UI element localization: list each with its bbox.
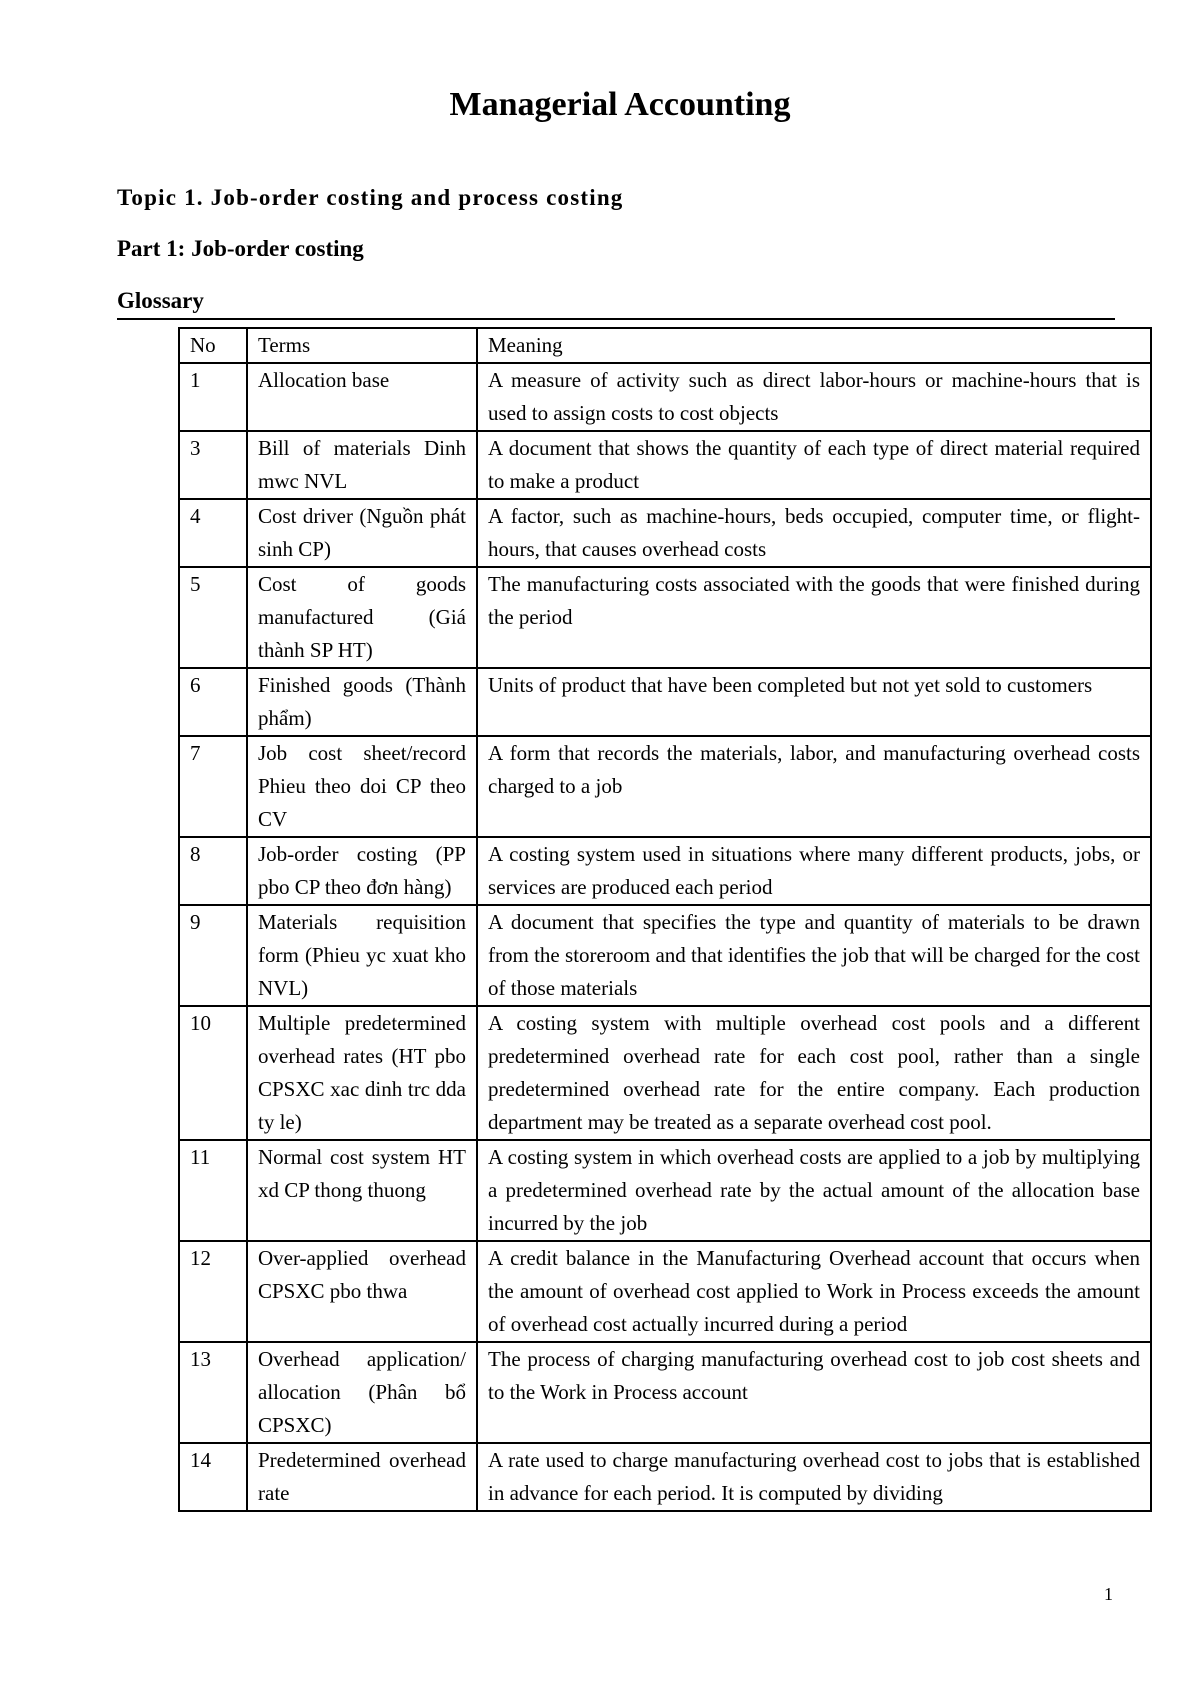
row-no: 9 bbox=[179, 905, 247, 1006]
table-row bbox=[179, 736, 1151, 837]
table-row bbox=[179, 668, 1151, 736]
row-no: 10 bbox=[179, 1006, 247, 1140]
row-meaning: The manufacturing costs associated with the goods that were finished during the period bbox=[477, 567, 1151, 668]
row-term: Multiple predetermined overhead rates (HT pbo CPSXC xac dinh trc dda ty le) bbox=[247, 1006, 477, 1140]
part-heading: Part 1: Job-order costing bbox=[117, 236, 364, 261]
table-row bbox=[179, 1241, 1151, 1342]
row-no: 13 bbox=[179, 1342, 247, 1443]
table-row bbox=[179, 499, 1151, 567]
row-no: 1 bbox=[179, 363, 247, 431]
table-row bbox=[179, 1342, 1151, 1443]
table-row bbox=[179, 1443, 1151, 1511]
table-row bbox=[179, 431, 1151, 499]
row-meaning: A costing system with multiple overhead cost pools and a different predetermined overhead rate for each cost pool, rather than a single predetermined overhead rate for the entire company. Each production department may be treated as a separate overhead cost pool. bbox=[477, 1006, 1151, 1140]
table-row bbox=[179, 1006, 1151, 1140]
header-terms: Terms bbox=[247, 328, 477, 363]
row-meaning: Units of product that have been completed but not yet sold to customers bbox=[477, 668, 1151, 736]
table-row bbox=[179, 1140, 1151, 1241]
row-meaning: A factor, such as machine-hours, beds occupied, computer time, or flight-hours, that causes overhead costs bbox=[477, 499, 1151, 567]
row-no: 14 bbox=[179, 1443, 247, 1511]
page-title: Managerial Accounting bbox=[449, 86, 791, 123]
row-meaning: A rate used to charge manufacturing overhead cost to jobs that is established in advance for each period. It is computed by dividing bbox=[477, 1443, 1151, 1511]
row-term: Cost of goods manufactured (Giá thành SP HT) bbox=[247, 567, 477, 668]
row-meaning: A credit balance in the Manufacturing Overhead account that occurs when the amount of overhead cost applied to Work in Process exceeds the amount of overhead cost actually incurred during a period bbox=[477, 1241, 1151, 1342]
row-term: Predetermined overhead rate bbox=[247, 1443, 477, 1511]
row-term: Bill of materials Dinh mwc NVL bbox=[247, 431, 477, 499]
table-row bbox=[179, 363, 1151, 431]
header-no: No bbox=[179, 328, 247, 363]
table-row bbox=[179, 837, 1151, 905]
row-meaning: A document that shows the quantity of each type of direct material required to make a product bbox=[477, 431, 1151, 499]
row-term: Materials requisition form (Phieu yc xuat kho NVL) bbox=[247, 905, 477, 1006]
row-term: Job-order costing (PP pbo CP theo đơn hàng) bbox=[247, 837, 477, 905]
glossary-table bbox=[178, 327, 1152, 1512]
row-meaning: A form that records the materials, labor, and manufacturing overhead costs charged to a job bbox=[477, 736, 1151, 837]
header-meaning: Meaning bbox=[477, 328, 1151, 363]
row-meaning: A costing system used in situations where many different products, jobs, or services are produced each period bbox=[477, 837, 1151, 905]
row-no: 12 bbox=[179, 1241, 247, 1342]
row-term: Normal cost system HT xd CP thong thuong bbox=[247, 1140, 477, 1241]
row-meaning: The process of charging manufacturing overhead cost to job cost sheets and to the Work in Process account bbox=[477, 1342, 1151, 1443]
table-header-row bbox=[179, 328, 1151, 363]
row-term: Finished goods (Thành phẩm) bbox=[247, 668, 477, 736]
page-number: 1 bbox=[1104, 1584, 1113, 1604]
topic-heading: Topic 1. Job-order costing and process costing bbox=[117, 185, 624, 210]
row-term: Job cost sheet/record Phieu theo doi CP theo CV bbox=[247, 736, 477, 837]
row-no: 3 bbox=[179, 431, 247, 499]
row-term: Over-applied overhead CPSXC pbo thwa bbox=[247, 1241, 477, 1342]
glossary-heading: Glossary bbox=[117, 288, 1115, 320]
row-meaning: A costing system in which overhead costs are applied to a job by multiplying a predetermined overhead rate by the actual amount of the allocation base incurred by the job bbox=[477, 1140, 1151, 1241]
row-term: Cost driver (Nguồn phát sinh CP) bbox=[247, 499, 477, 567]
row-no: 6 bbox=[179, 668, 247, 736]
table-row bbox=[179, 567, 1151, 668]
row-no: 11 bbox=[179, 1140, 247, 1241]
row-meaning: A document that specifies the type and quantity of materials to be drawn from the storeroom and that identifies the job that will be charged for the cost of those materials bbox=[477, 905, 1151, 1006]
row-term: Overhead application/ allocation (Phân bổ CPSXC) bbox=[247, 1342, 477, 1443]
row-no: 8 bbox=[179, 837, 247, 905]
row-no: 7 bbox=[179, 736, 247, 837]
row-term: Allocation base bbox=[247, 363, 477, 431]
row-meaning: A measure of activity such as direct labor-hours or machine-hours that is used to assign costs to cost objects bbox=[477, 363, 1151, 431]
row-no: 4 bbox=[179, 499, 247, 567]
table-row bbox=[179, 905, 1151, 1006]
row-no: 5 bbox=[179, 567, 247, 668]
